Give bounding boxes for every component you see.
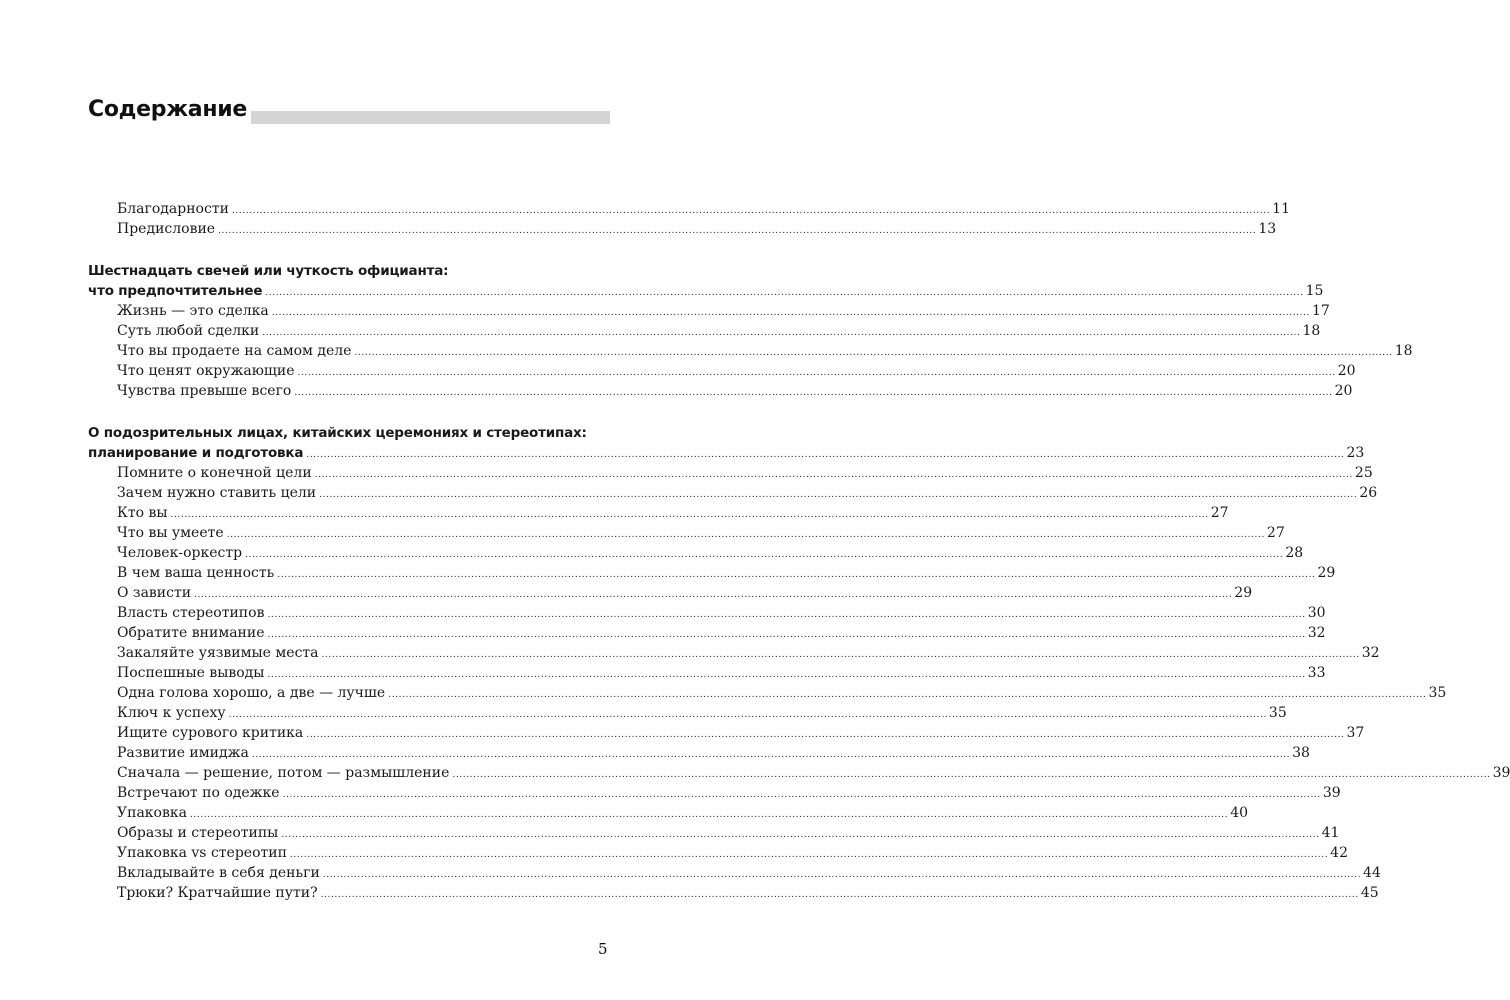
- toc-entry[interactable]: [88, 643, 1380, 663]
- toc-entry-title: Что ценят окружающие: [117, 363, 295, 379]
- toc-entry-page: 32: [1361, 645, 1380, 661]
- toc-entry[interactable]: [88, 683, 1447, 703]
- toc-entry-title: Зачем нужно ставить цели: [117, 485, 317, 501]
- part-1-title-line1: Шестнадцать свечей или чуткость официанта:: [88, 263, 449, 279]
- toc-entry-page: 45: [1360, 885, 1379, 901]
- toc-entry-page: 29: [1234, 585, 1253, 601]
- toc-entry-page: 20: [1334, 383, 1353, 399]
- toc-entry-page: 20: [1337, 363, 1356, 379]
- toc-entry-title: Трюки? Кратчайшие пути?: [117, 885, 318, 901]
- toc-entry-page: 41: [1321, 825, 1340, 841]
- toc-entry-page: 18: [1302, 323, 1321, 339]
- toc-entry-page: 44: [1363, 865, 1381, 881]
- toc-entry-page: 35: [1268, 705, 1287, 721]
- toc-entry-page: 37: [1346, 725, 1365, 741]
- toc-entry-title: Благодарности: [117, 201, 229, 217]
- toc-entry-title: Жизнь — это сделка: [117, 303, 269, 319]
- toc-entry[interactable]: [88, 321, 1321, 341]
- toc-entry-title: Что вы продаете на самом деле: [117, 343, 352, 359]
- toc-entry[interactable]: [88, 603, 1326, 623]
- leader-dots: ............................................................................................................................................................................................................................................................................................................: [267, 670, 1306, 680]
- leader-dots: ............................................................................................................................................................................................................................................................................................................: [218, 226, 1257, 236]
- part-2-items: [88, 463, 1510, 903]
- toc-entry[interactable]: [88, 503, 1229, 523]
- leader-dots: ............................................................................................................................................................................................................................................................................................................: [170, 510, 1209, 520]
- toc-entry-page: 27: [1266, 525, 1285, 541]
- leader-dots: ............................................................................................................................................................................................................................................................................................................: [245, 550, 1284, 560]
- toc-entry-page: 29: [1317, 565, 1336, 581]
- toc-entry-page: 39: [1322, 785, 1341, 801]
- leader-dots: ............................................................................................................................................................................................................................................................................................................: [262, 328, 1301, 338]
- part-2-title-line1: О подозрительных лицах, китайских церемониях и стереотипах:: [88, 425, 587, 441]
- part-1-items: [88, 301, 1413, 401]
- leader-dots: ............................................................................................................................................................................................................................................................................................................: [231, 206, 1271, 216]
- toc-entry-title: Обратите внимание: [117, 625, 265, 641]
- toc-entry-title: Что вы умеете: [117, 525, 224, 541]
- toc-entry[interactable]: [88, 863, 1381, 883]
- page-title: Содержание: [88, 96, 251, 124]
- toc-entry[interactable]: [88, 723, 1365, 743]
- part-1-title-line2: что предпочтительнее: [88, 283, 263, 299]
- toc-entry[interactable]: [88, 563, 1336, 583]
- leader-dots: ............................................................................................................................................................................................................................................................................................................: [319, 490, 1358, 500]
- toc-entry-title: Упаковка vs стереотип: [117, 845, 287, 861]
- toc-entry-title: Одна голова хорошо, а две — лучше: [117, 685, 386, 701]
- toc-entry-title: В чем ваша ценность: [117, 565, 275, 581]
- leader-dots: ............................................................................................................................................................................................................................................................................................................: [267, 630, 1306, 640]
- toc-entry[interactable]: [88, 763, 1510, 783]
- leader-dots: ............................................................................................................................................................................................................................................................................................................: [306, 730, 1345, 740]
- toc-entry-page: 27: [1210, 505, 1229, 521]
- toc-entry[interactable]: [88, 341, 1413, 361]
- toc-entry-title: Сначала — решение, потом — размышление: [117, 765, 450, 781]
- leader-dots: ............................................................................................................................................................................................................................................................................................................: [267, 610, 1306, 620]
- toc-entry-page: 13: [1258, 221, 1277, 237]
- toc-entry-title: Человек-оркестр: [117, 545, 243, 561]
- leader-dots: ............................................................................................................................................................................................................................................................................................................: [289, 850, 1329, 860]
- toc-entry[interactable]: [88, 199, 1290, 219]
- leader-dots: ............................................................................................................................................................................................................................................................................................................: [189, 810, 1229, 820]
- toc-entry-title: Ключ к успеху: [117, 705, 226, 721]
- leader-dots: ............................................................................................................................................................................................................................................................................................................: [282, 790, 1321, 800]
- leader-dots: ............................................................................................................................................................................................................................................................................................................: [271, 308, 1311, 318]
- leader-dots: ............................................................................................................................................................................................................................................................................................................: [194, 590, 1233, 600]
- toc-entry-title: Предисловие: [117, 221, 216, 237]
- toc-entry[interactable]: [88, 743, 1310, 763]
- toc-entry-page: 30: [1307, 605, 1326, 621]
- leader-dots: ............................................................................................................................................................................................................................................................................................................: [281, 830, 1320, 840]
- toc-entry-page: 38: [1292, 745, 1310, 761]
- toc-entry[interactable]: [88, 463, 1373, 483]
- toc-entry-title: Власть стереотипов: [117, 605, 265, 621]
- toc-entry-title: Закаляйте уязвимые места: [117, 645, 319, 661]
- toc-entry-page: 40: [1230, 805, 1249, 821]
- toc-entry-page: 11: [1272, 201, 1290, 217]
- toc-entry-title: Поспешные выводы: [117, 665, 265, 681]
- toc-entry-page: 42: [1330, 845, 1348, 861]
- toc-entry[interactable]: [88, 381, 1353, 401]
- toc-entry[interactable]: [88, 543, 1304, 563]
- leader-dots: ............................................................................................................................................................................................................................................................................................................: [388, 690, 1427, 700]
- toc-entry-page: 26: [1359, 485, 1378, 501]
- toc-entry[interactable]: [88, 301, 1330, 321]
- toc-entry-title: Встречают по одежке: [117, 785, 280, 801]
- leader-dots: ............................................................................................................................................................................................................................................................................................................: [306, 450, 1345, 460]
- toc-entry-page: 32: [1307, 625, 1326, 641]
- toc-entry[interactable]: [88, 623, 1326, 643]
- toc-entry-page: 33: [1307, 665, 1326, 681]
- toc-entry-title: Ищите сурового критика: [117, 725, 304, 741]
- toc-entry[interactable]: [88, 803, 1249, 823]
- part-2-entry[interactable]: [88, 443, 1365, 463]
- part-2-title-line2: планирование и подготовка: [88, 445, 304, 461]
- toc-entry-title: Чувства превыше всего: [117, 383, 292, 399]
- toc-entry-page: 17: [1312, 303, 1330, 319]
- leader-dots: ............................................................................................................................................................................................................................................................................................................: [322, 870, 1362, 880]
- toc-entry-title: Кто вы: [117, 505, 168, 521]
- leader-dots: ............................................................................................................................................................................................................................................................................................................: [265, 288, 1304, 298]
- toc-entry-title: Образы и стереотипы: [117, 825, 279, 841]
- toc-entry[interactable]: [88, 663, 1326, 683]
- toc-heading: [88, 96, 610, 128]
- toc-entry[interactable]: [88, 523, 1285, 543]
- part-2-page: 23: [1346, 445, 1365, 461]
- leader-dots: ............................................................................................................................................................................................................................................................................................................: [251, 750, 1291, 760]
- leader-dots: ............................................................................................................................................................................................................................................................................................................: [297, 368, 1336, 378]
- toc-entry-title: Помните о конечной цели: [117, 465, 312, 481]
- toc-entry[interactable]: [88, 883, 1379, 903]
- toc-entry[interactable]: [88, 703, 1287, 723]
- leader-dots: ............................................................................................................................................................................................................................................................................................................: [321, 650, 1360, 660]
- leader-dots: ............................................................................................................................................................................................................................................................................................................: [228, 710, 1267, 720]
- toc-entry[interactable]: [88, 843, 1348, 863]
- toc-entry-page: 18: [1394, 343, 1413, 359]
- toc-entry-page: 39: [1492, 765, 1510, 781]
- leader-dots: ............................................................................................................................................................................................................................................................................................................: [320, 890, 1359, 900]
- leader-dots: ............................................................................................................................................................................................................................................................................................................: [226, 530, 1265, 540]
- part-1-page: 15: [1305, 283, 1324, 299]
- toc-entry-page: 25: [1354, 465, 1373, 481]
- leader-dots: ............................................................................................................................................................................................................................................................................................................: [452, 770, 1491, 780]
- toc-entry-title: Вкладывайте в себя деньги: [117, 865, 320, 881]
- toc-entry-title: Упаковка: [117, 805, 187, 821]
- toc-entry-page: 35: [1428, 685, 1447, 701]
- toc-entry[interactable]: [88, 483, 1378, 503]
- leader-dots: ............................................................................................................................................................................................................................................................................................................: [354, 348, 1393, 358]
- toc-entry-title: Суть любой сделки: [117, 323, 260, 339]
- page-number: 5: [598, 940, 608, 958]
- leader-dots: ............................................................................................................................................................................................................................................................................................................: [294, 388, 1333, 398]
- table-of-contents: [88, 199, 1510, 903]
- leader-dots: ............................................................................................................................................................................................................................................................................................................: [277, 570, 1316, 580]
- toc-entry-title: О зависти: [117, 585, 192, 601]
- toc-entry[interactable]: [88, 219, 1277, 239]
- toc-entry[interactable]: [88, 823, 1340, 843]
- toc-entry-title: Развитие имиджа: [117, 745, 249, 761]
- part-1-entry[interactable]: [88, 281, 1324, 301]
- toc-entry[interactable]: [88, 361, 1356, 381]
- toc-entry[interactable]: [88, 583, 1253, 603]
- toc-entry[interactable]: [88, 783, 1341, 803]
- toc-entry-page: 28: [1285, 545, 1304, 561]
- leader-dots: ............................................................................................................................................................................................................................................................................................................: [314, 470, 1353, 480]
